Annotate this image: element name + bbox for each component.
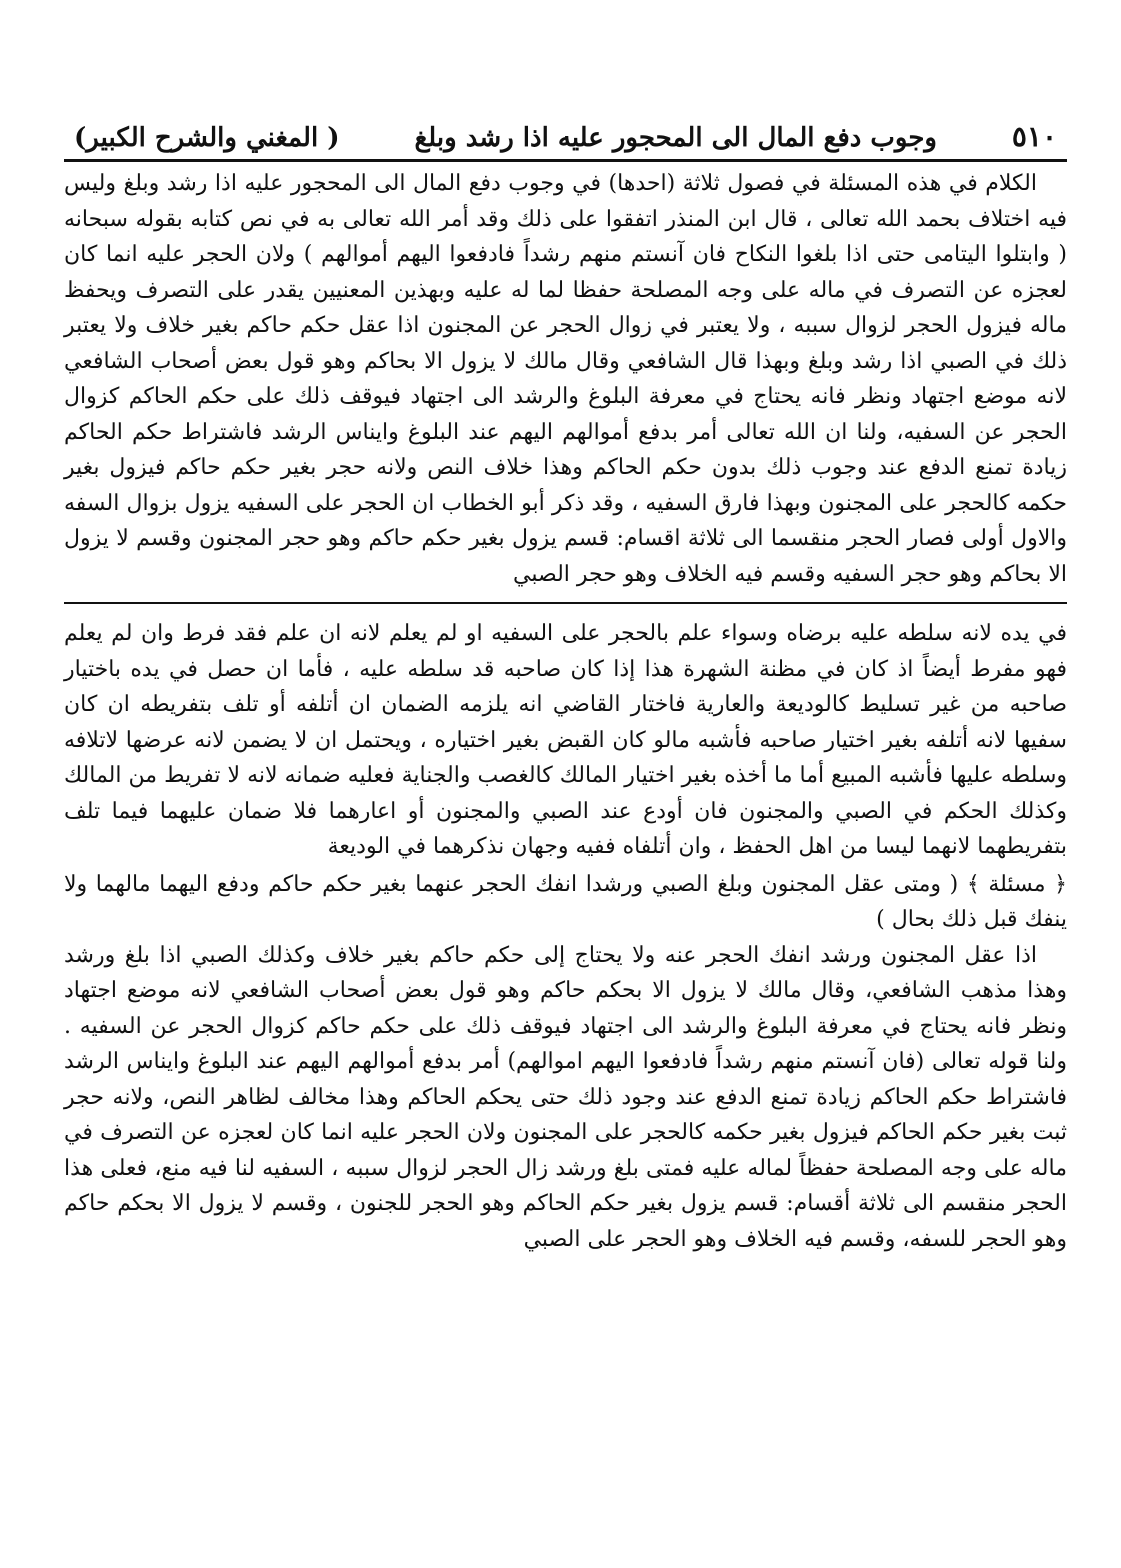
book-page [64, 120, 1067, 1257]
continued-paragraph: في يده لانه سلطه عليه برضاه وسواء علم بالحجر على السفيه او لم يعلم لانه ان علم فقد فرط وان لم يعلم فهو مفرط أيضاً اذ كان في مظنة الشهرة هذا إذا كان صاحبه قد سلطه عليه ، فأما ان حصل في يده باختيار صاحبه من غير تسليط كالوديعة والعارية فاختار القاضي انه يلزمه الضمان ان أتلفه أو تلف بتفريطه ان كان سفيها لانه أتلفه بغير اختيار صاحبه فأشبه مالو كان القبض بغير اختياره ، ويحتمل ان لا يضمن لانه عرضها لاتلافه وسلطه عليها فأشبه المبيع أما ما أخذه بغير اختيار المالك كالغصب والجناية فعليه ضمانه لانه لا تفريط من المالك وكذلك الحكم في الصبي والمجنون فان أودع عند الصبي والمجنون أو اعارهما فلا ضمان عليهما فيما تلف بتفريطهما لانهما ليسا من اهل الحفظ ، وان أتلفاه ففيه وجهان نذكرهما في الوديعة [64, 621, 1067, 859]
book-title: ( المغني والشرح الكبير) [74, 123, 340, 153]
page-number: ٥١٠ [1011, 120, 1057, 153]
masala-heading: ﴿ مسئلة ﴾ ( ومتى عقل المجنون وبلغ الصبي ورشدا انفك الحجر عنهما بغير حكم حاكم ودفع اليهما مالهما ولا ينفك قبل ذلك بحال ) [64, 871, 1067, 932]
running-header [64, 120, 1067, 162]
sharh-paragraph: الكلام في هذه المسئلة في فصول ثلاثة (احدها) في وجوب دفع المال الى المحجور عليه اذا رشد وبلغ وليس فيه اختلاف بحمد الله تعالى ، قال ابن المنذر اتفقوا على ذلك وقد أمر الله تعالى به في نص كتابه بقوله سبحانه ( وابتلوا اليتامى حتى اذا بلغوا النكاح فان آنستم منهم رشداً فادفعوا اليهم أموالهم ) ولان الحجر عليه انما كان لعجزه عن التصرف في ماله على وجه المصلحة حفظا لما له عليه وبهذين المعنيين يقدر على التصرف ويحفظ ماله فيزول الحجر لزوال سببه ، ولا يعتبر في زوال الحجر عن المجنون اذا عقل حكم حاكم بغير خلاف ولا يعتبر ذلك في الصبي اذا رشد وبلغ وبهذا قال الشافعي وقال مالك لا يزول الا بحاكم وهو قول بعض أصحاب الشافعي لانه موضع اجتهاد ونظر فانه يحتاج في معرفة البلوغ والرشد الى اجتهاد فيوقف ذلك على حكم الحاكم كزوال الحجر عن السفيه، ولنا ان الله تعالى أمر بدفع أموالهم اليهم عند البلوغ وايناس الرشد فاشتراط حكم الحاكم زيادة تمنع الدفع عند وجوب ذلك بدون حكم الحاكم وهذا خلاف النص ولانه حجر بغير حكم حاكم فيزول بغير حكمه كالحجر على المجنون وبهذا فارق السفيه ، وقد ذكر أبو الخطاب ان الحجر على السفيه يزول بزوال السفه والاول أولى فصار الحجر منقسما الى ثلاثة اقسام: قسم يزول بغير حكم حاكم وهو حجر المجنون وقسم لا يزول الا بحاكم وهو حجر السفيه وقسم فيه الخلاف وهو حجر الصبي [64, 171, 1067, 587]
section-divider [64, 602, 1067, 604]
commentary-paragraph: اذا عقل المجنون ورشد انفك الحجر عنه ولا يحتاج إلى حكم حاكم بغير خلاف وكذلك الصبي اذا بلغ ورشد وهذا مذهب الشافعي، وقال مالك لا يزول الا بحكم حاكم وهو قول بعض أصحاب الشافعي لانه موضع اجتهاد ونظر فانه يحتاج في معرفة البلوغ والرشد الى اجتهاد فيوقف ذلك على حكم حاكم كزوال الحجر عن السفيه . ولنا قوله تعالى (فان آنستم منهم رشداً فادفعوا اليهم اموالهم) أمر بدفع أموالهم اليهم عند البلوغ وايناس الرشد فاشتراط حكم الحاكم زيادة تمنع الدفع عند وجود ذلك حتى يحكم الحاكم وهذا مخالف لظاهر النص، ولانه حجر ثبت بغير حكم الحاكم فيزول بغير حكمه كالحجر على المجنون ولان الحجر عليه انما كان لعجزه عن التصرف في ماله على وجه المصلحة حفظاً لماله عليه فمتى بلغ ورشد زال الحجر لزوال سببه ، السفيه لنا فيه منع، فعلى هذا الحجر منقسم الى ثلاثة أقسام: قسم يزول بغير حكم الحاكم وهو الحجر للجنون ، وقسم لا يزول الا بحكم حاكم وهو الحجر للسفه، وقسم فيه الخلاف وهو الحجر على الصبي [64, 942, 1067, 1252]
page-title: وجوب دفع المال الى المحجور عليه اذا رشد وبلغ [414, 123, 937, 153]
